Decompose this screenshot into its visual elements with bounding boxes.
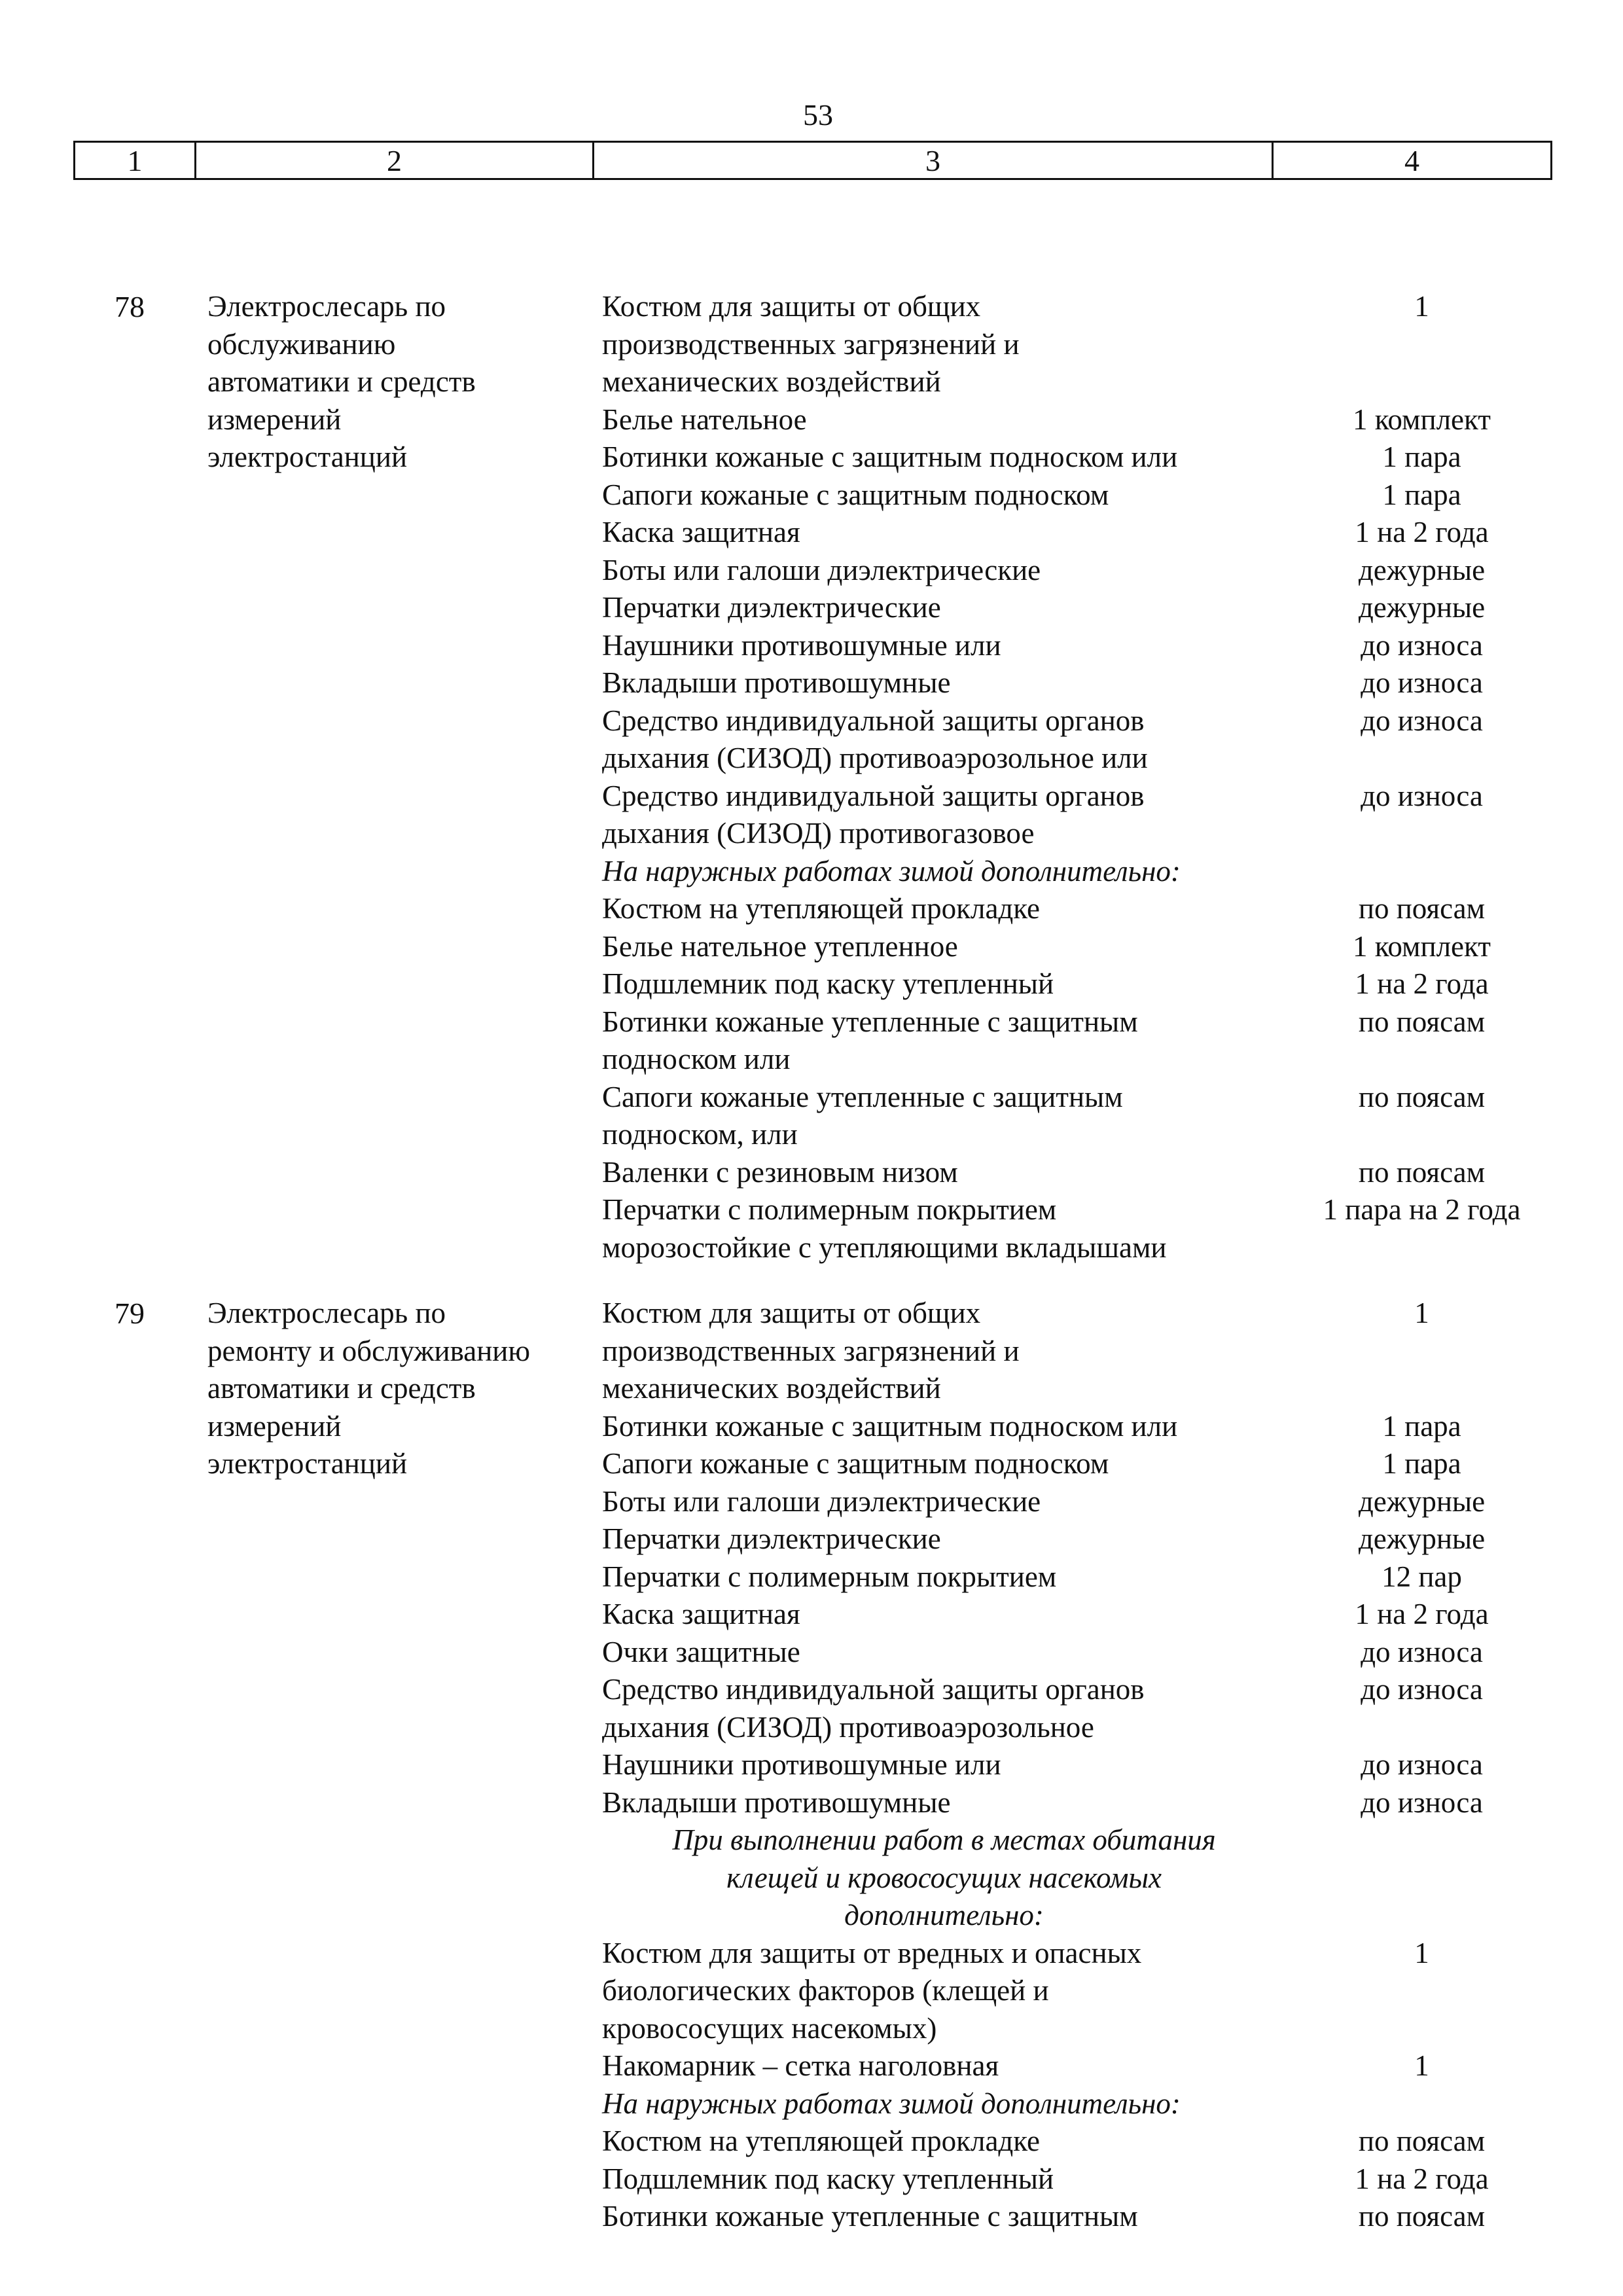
equipment-name: Костюм для защиты от общих — [602, 290, 981, 323]
equipment-quantity — [1286, 2085, 1558, 2123]
equipment-name: Боты или галоши диэлектрические — [602, 553, 1041, 586]
equipment-row — [602, 1558, 1597, 1596]
equipment-quantity — [1286, 1333, 1558, 1371]
equipment-name: Средство индивидуальной защиты органов — [602, 704, 1145, 737]
equipment-row — [602, 1634, 1597, 1672]
equipment-row — [602, 778, 1597, 816]
equipment-quantity: по поясам — [1358, 2200, 1486, 2233]
equipment-row — [602, 664, 1597, 702]
entry-number: 78 — [115, 290, 145, 323]
column-header-1: 1 — [75, 143, 196, 178]
equipment-row — [602, 589, 1597, 627]
equipment-row — [602, 1333, 1597, 1371]
profession-line: Электрослесарь по — [207, 290, 446, 323]
equipment-row — [602, 1079, 1597, 1117]
equipment-row — [602, 288, 1597, 326]
equipment-quantity: по поясам — [1358, 1005, 1486, 1038]
column-header-3: 3 — [594, 143, 1274, 178]
equipment-quantity — [1286, 1229, 1558, 1267]
equipment-quantity — [1286, 853, 1558, 891]
equipment-name: Сапоги кожаные с защитным подноском — [602, 478, 1109, 511]
equipment-row — [602, 627, 1597, 665]
equipment-row — [602, 552, 1597, 590]
equipment-quantity: дежурные — [1358, 553, 1486, 586]
equipment-name: Ботинки кожаные утепленные с защитным — [602, 2200, 1138, 2233]
equipment-row — [602, 2161, 1597, 2198]
equipment-row — [602, 1003, 1597, 1041]
equipment-quantity — [1286, 326, 1558, 364]
equipment-name: Накомарник – сетка наголовная — [602, 2049, 999, 2082]
profession-line: электростанций — [207, 1447, 408, 1480]
equipment-quantity: до износа — [1361, 1673, 1483, 1706]
equipment-quantity: 1 — [1414, 2049, 1429, 2082]
equipment-row — [602, 1191, 1597, 1229]
equipment-quantity — [1286, 1859, 1558, 1897]
equipment-name: Костюм на утепляющей прокладке — [602, 2125, 1041, 2157]
equipment-quantity: 1 — [1414, 290, 1429, 323]
equipment-name: Костюм на утепляющей прокладке — [602, 892, 1041, 925]
equipment-quantity: 1 на 2 года — [1355, 967, 1489, 1000]
equipment-name: Средство индивидуальной защиты органов — [602, 779, 1145, 812]
equipment-name: производственных загрязнений и — [602, 1334, 1020, 1367]
entry-number: 79 — [115, 1297, 145, 1330]
equipment-name: биологических факторов (клещей и — [602, 1974, 1049, 2007]
column-header-table — [73, 141, 1552, 180]
equipment-row — [602, 2047, 1597, 2085]
equipment-quantity: до износа — [1361, 704, 1483, 737]
equipment-quantity: до износа — [1361, 1635, 1483, 1668]
equipment-name: Подшлемник под каску утепленный — [602, 967, 1054, 1000]
equipment-name: Наушники противошумные или — [602, 628, 1001, 662]
equipment-name: подноском, или — [602, 1118, 798, 1151]
section-note — [602, 1859, 1597, 1897]
equipment-row — [602, 1041, 1597, 1079]
section-note — [602, 853, 1597, 891]
equipment-name: Сапоги кожаные утепленные с защитным — [602, 1080, 1123, 1113]
equipment-name: клещей и кровососущих насекомых — [726, 1861, 1162, 1894]
profession-line: ремонту и обслуживанию — [207, 1334, 531, 1367]
equipment-name: Вкладыши противошумные — [602, 666, 951, 699]
equipment-quantity: по поясам — [1358, 892, 1486, 925]
equipment-quantity — [1286, 1897, 1558, 1935]
equipment-row — [602, 363, 1597, 401]
equipment-quantity: 1 на 2 года — [1355, 2162, 1489, 2195]
column-header-2: 2 — [196, 143, 594, 178]
equipment-name: Белье нательное утепленное — [602, 929, 958, 963]
equipment-quantity: 1 на 2 года — [1355, 516, 1489, 548]
section-note — [602, 2085, 1597, 2123]
column-header-4: 4 — [1404, 144, 1419, 177]
page-number: 53 — [803, 98, 833, 132]
equipment-name: кровососущих насекомых) — [602, 2011, 937, 2045]
equipment-name: Средство индивидуальной защиты органов — [602, 1673, 1145, 1706]
equipment-row — [602, 1408, 1597, 1446]
equipment-quantity: 1 — [1414, 1297, 1429, 1329]
equipment-row — [602, 326, 1597, 364]
equipment-row — [602, 1972, 1597, 2010]
equipment-name: На наружных работах зимой дополнительно: — [602, 2087, 1181, 2120]
equipment-name: Перчатки с полимерным покрытием — [602, 1560, 1057, 1593]
equipment-quantity: до износа — [1361, 1748, 1483, 1781]
equipment-quantity — [1286, 1972, 1558, 2010]
section-note — [602, 1821, 1597, 1859]
equipment-name: Ботинки кожаные с защитным подноском или — [602, 1409, 1178, 1443]
equipment-name: Ботинки кожаные с защитным подноском или — [602, 440, 1178, 473]
equipment-row — [602, 740, 1597, 778]
equipment-list — [602, 1295, 1597, 2236]
equipment-name: морозостойкие с утепляющими вкладышами — [602, 1230, 1167, 1264]
equipment-quantity: 1 комплект — [1353, 403, 1491, 436]
equipment-row — [602, 815, 1597, 853]
equipment-quantity: 1 пара на 2 года — [1323, 1193, 1521, 1226]
equipment-name: Наушники противошумные или — [602, 1748, 1001, 1781]
equipment-name: Перчатки с полимерным покрытием — [602, 1193, 1057, 1226]
equipment-row — [602, 1671, 1597, 1709]
equipment-quantity: до износа — [1361, 1785, 1483, 1819]
equipment-name: Сапоги кожаные с защитным подноском — [602, 1447, 1109, 1480]
equipment-row — [602, 2010, 1597, 2048]
equipment-name: дыхания (СИЗОД) противоаэрозольное или — [602, 742, 1148, 774]
profession-line: Электрослесарь по — [207, 1297, 446, 1329]
equipment-quantity — [1286, 1370, 1558, 1408]
equipment-name: Белье нательное — [602, 403, 807, 436]
equipment-name: Валенки с резиновым низом — [602, 1155, 958, 1189]
equipment-row — [602, 1746, 1597, 1784]
equipment-row — [602, 1520, 1597, 1558]
equipment-quantity: до износа — [1361, 779, 1483, 812]
equipment-quantity: 12 пар — [1382, 1560, 1462, 1593]
equipment-row — [602, 439, 1597, 476]
equipment-row — [602, 1445, 1597, 1483]
equipment-row — [602, 1596, 1597, 1634]
equipment-name: Ботинки кожаные утепленные с защитным — [602, 1005, 1138, 1038]
equipment-name: При выполнении работ в местах обитания — [672, 1823, 1216, 1856]
equipment-quantity — [1286, 363, 1558, 401]
equipment-name: Боты или галоши диэлектрические — [602, 1484, 1041, 1518]
equipment-name: Костюм для защиты от общих — [602, 1297, 981, 1329]
equipment-quantity: 1 — [1414, 1936, 1429, 1969]
equipment-name: Перчатки диэлектрические — [602, 591, 941, 624]
equipment-list — [602, 288, 1597, 1266]
equipment-quantity — [1286, 1821, 1558, 1859]
equipment-name: Вкладыши противошумные — [602, 1785, 951, 1819]
equipment-row — [602, 2198, 1597, 2236]
equipment-name: Каска защитная — [602, 516, 800, 548]
profession-line: измерений — [207, 1409, 342, 1443]
profession-name — [207, 1295, 594, 1483]
equipment-row — [602, 1483, 1597, 1521]
equipment-quantity: дежурные — [1358, 1484, 1486, 1518]
equipment-name: дыхания (СИЗОД) противоаэрозольное — [602, 1710, 1094, 1744]
equipment-name: механических воздействий — [602, 365, 941, 398]
equipment-name: производственных загрязнений и — [602, 327, 1020, 361]
equipment-name: Перчатки диэлектрические — [602, 1522, 941, 1555]
equipment-row — [602, 1116, 1597, 1154]
equipment-row — [602, 476, 1597, 514]
equipment-quantity — [1286, 1116, 1558, 1154]
equipment-quantity: 1 пара — [1382, 1409, 1461, 1443]
section-note — [602, 1897, 1597, 1935]
equipment-name: Подшлемник под каску утепленный — [602, 2162, 1054, 2195]
equipment-quantity — [1286, 740, 1558, 778]
equipment-quantity: по поясам — [1358, 1080, 1486, 1113]
equipment-row — [602, 1295, 1597, 1333]
equipment-row — [602, 702, 1597, 740]
equipment-quantity: по поясам — [1358, 2125, 1486, 2157]
equipment-quantity: до износа — [1361, 666, 1483, 699]
equipment-quantity: 1 пара — [1382, 440, 1461, 473]
equipment-quantity: дежурные — [1358, 591, 1486, 624]
equipment-quantity: по поясам — [1358, 1155, 1486, 1189]
equipment-name: подноском или — [602, 1043, 791, 1075]
profession-line: обслуживанию — [207, 327, 396, 361]
equipment-row — [602, 890, 1597, 928]
equipment-row — [602, 1784, 1597, 1822]
equipment-row — [602, 514, 1597, 552]
equipment-quantity: 1 комплект — [1353, 929, 1491, 963]
equipment-row — [602, 965, 1597, 1003]
equipment-row — [602, 1229, 1597, 1267]
equipment-row — [602, 2123, 1597, 2161]
equipment-quantity: дежурные — [1358, 1522, 1486, 1555]
equipment-name: дополнительно: — [844, 1899, 1044, 1931]
profession-line: автоматики и средств — [207, 365, 476, 398]
equipment-quantity — [1286, 815, 1558, 853]
equipment-row — [602, 1935, 1597, 1973]
profession-name — [207, 288, 594, 476]
equipment-quantity — [1286, 1041, 1558, 1079]
equipment-name: Очки защитные — [602, 1635, 800, 1668]
profession-line: автоматики и средств — [207, 1372, 476, 1405]
equipment-row — [602, 928, 1597, 966]
equipment-quantity — [1286, 1709, 1558, 1747]
profession-line: измерений — [207, 403, 342, 436]
equipment-row — [602, 1709, 1597, 1747]
equipment-quantity — [1286, 2010, 1558, 2048]
equipment-quantity: до износа — [1361, 628, 1483, 662]
equipment-row — [602, 1370, 1597, 1408]
equipment-name: дыхания (СИЗОД) противогазовое — [602, 817, 1035, 850]
equipment-quantity: 1 пара — [1382, 478, 1461, 511]
equipment-quantity: 1 пара — [1382, 1447, 1461, 1480]
equipment-name: механических воздействий — [602, 1372, 941, 1405]
equipment-name: Костюм для защиты от вредных и опасных — [602, 1936, 1142, 1969]
equipment-name: На наружных работах зимой дополнительно: — [602, 854, 1181, 888]
equipment-row — [602, 1154, 1597, 1192]
profession-line: электростанций — [207, 440, 408, 473]
equipment-row — [602, 401, 1597, 439]
equipment-name: Каска защитная — [602, 1598, 800, 1630]
equipment-quantity: 1 на 2 года — [1355, 1598, 1489, 1630]
